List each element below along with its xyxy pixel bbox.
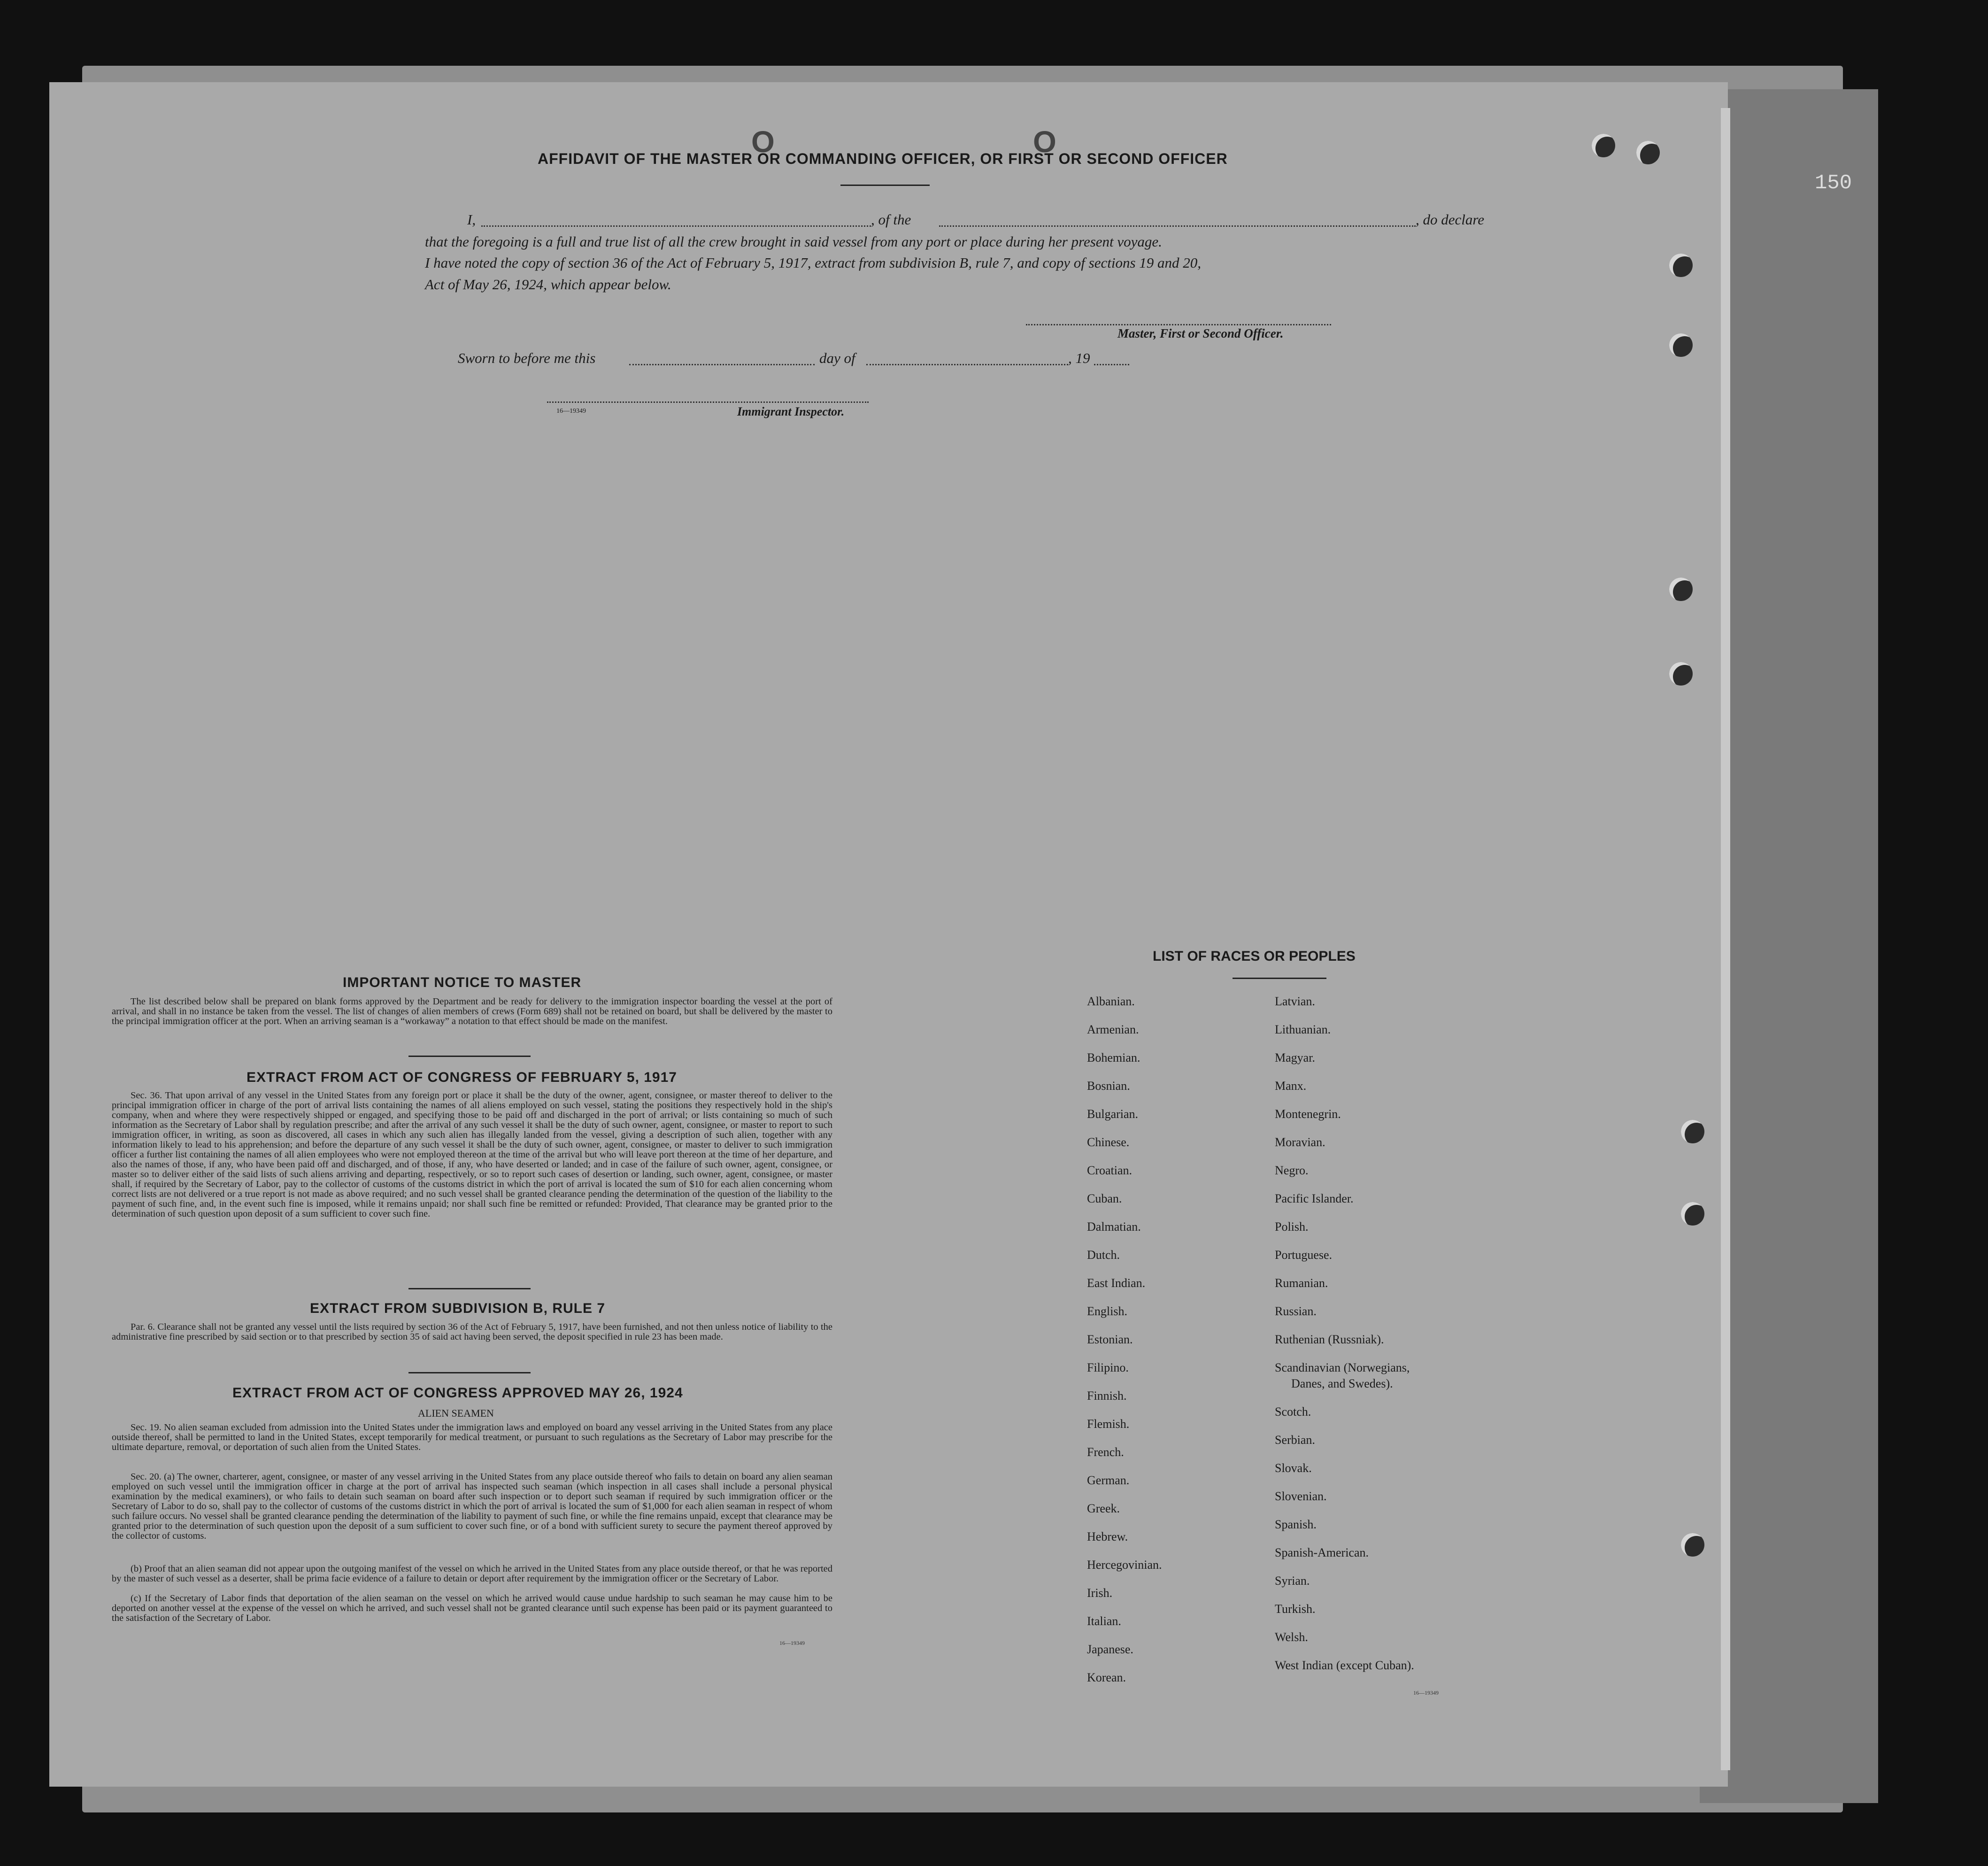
extract-1917-text: Sec. 36. That upon arrival of any vessel in the United States from any foreign port or place it shall be the duty of the owner, agent, consignee, or master thereof to deliver to the principal immigration officer in charge of the port of arrival lists containing the names of all aliens employed on such vessel, stating the positions they respectively hold in the ship's company, when and where they were respectively shipped or engaged, and specifying those to be paid off and discharged in the port of arrival; or lists containing so much of such information as the Secretary of Labor shall by regulation prescribe; and after the arrival of any such vessel it shall be the duty of such owner, agent, consignee, or master to report to such immigration officer, in writing, as soon as discovered, all cases in which any such alien has illegally landed from the vessel, giving a description of such alien, together with any information likely to lead to his apprehension; and before the departure of any such vessel it shall be the duty of such owner, agent, consignee, or master to deliver to such immigration officer a further list containing the names of all alien employees who were not employed thereon at the time of the arrival but who will leave port thereon at the time of her departure, and also the names of those, if any, who have been paid off and discharged, and of those, if any, who have deserted or landed; and in case of the failure of such owner, agent, consignee, or master so to deliver either of the said lists of such aliens arriving and departing, respectively, or so to report such cases of desertion or landing, such owner, agent, consignee, or master shall, if required by the Secretary of Labor, pay to the collector of customs of the customs district in which the port of arrival is located the sum of $10 for each alien concerning whom correct lists are not delivered or a true report is not made as above required; and no such vessel shall be granted clearance pending the determination of the question of the liability to the payment of such fine, and, in the event such fine is imposed, while it remains unpaid; nor shall such fine be remitted or refunded: Provided, That clearance may be granted prior to the determination of such question upon deposit of a sum sufficient to cover such fine. [112,1090,832,1219]
race-item: Filipino. [1087,1361,1129,1374]
binder-hole-icon [1592,134,1615,157]
race-item: Danes, and Swedes). [1291,1377,1393,1390]
year-label: , 19 [1068,350,1090,366]
race-item: Ruthenian (Russniak). [1275,1333,1384,1346]
race-item: Turkish. [1275,1602,1316,1616]
extract-form-number: 16—19349 [779,1640,805,1646]
affidavit-do-declare-label: , do declare [1416,211,1485,228]
race-item: Moravian. [1275,1135,1325,1149]
race-item: Portuguese. [1275,1248,1333,1262]
binder-hole-icon [1669,333,1693,357]
section-divider [408,1056,531,1057]
races-heading: LIST OF RACES OR PEOPLES [1153,948,1356,964]
extract-1924-sec20a: Sec. 20. (a) The owner, charterer, agent, consignee, or master of any vessel arriving in the United States from any place outside thereof who fails to detain on board any alien seaman employed on such vessel until the immigration officer in charge at the port of arrival has inspected such seaman (which inspection in all cases shall include a personal physical examination by the medical examiners), or who fails to detain such seaman on board after such inspection or to deport such seaman if required by such immigration officer or the Secretary of Labor to do so, shall pay to the collector of customs of the customs district in which the port of arrival is located the sum of $1,000 for each alien seaman in respect of whom such failure occurs. No vessel shall be granted clearance pending the determination of the liability to payment of such fine, or while the fine remains unpaid, except that clearance may be granted prior to the determination of such question upon the deposit of a sum sufficient to cover such fine, or of a bond with sufficient surety to secure the payment thereof approved by the collector of customs. [112,1472,832,1541]
races-form-number: 16—19349 [1413,1689,1439,1696]
race-item: Armenian. [1087,1023,1139,1036]
race-item: Montenegrin. [1275,1107,1341,1121]
notice-heading: IMPORTANT NOTICE TO MASTER [343,975,582,990]
vessel-name-field[interactable] [939,225,1416,227]
race-item: Albanian. [1087,995,1135,1008]
race-item: Lithuanian. [1275,1023,1331,1036]
master-signature-field[interactable] [1026,324,1331,325]
master-name-field[interactable] [481,225,871,227]
race-item: Cuban. [1087,1192,1122,1205]
punch-mark-icon: O [751,125,775,159]
extract-1917-heading: EXTRACT FROM ACT OF CONGRESS OF FEBRUARY 5, 1917 [247,1070,677,1085]
inspector-signature-field[interactable] [547,401,869,403]
race-item: Serbian. [1275,1433,1315,1447]
race-item: Estonian. [1087,1333,1133,1346]
heading-divider [840,185,930,186]
sworn-day-field[interactable] [629,364,815,365]
page-number: 150 [1815,171,1852,195]
affidavit-line-1: that the foregoing is a full and true list of all the crew brought in said vessel from any port or place during her present voyage. [425,233,1162,250]
inspector-caption: Immigrant Inspector. [737,405,845,418]
affidavit-of-the-label: , of the [871,211,911,228]
race-item: Irish. [1087,1586,1113,1600]
affidavit-line-3: Act of May 26, 1924, which appear below. [425,276,671,293]
race-item: Finnish. [1087,1389,1127,1403]
race-item: Pacific Islander. [1275,1192,1354,1205]
race-item: French. [1087,1445,1124,1459]
race-item: Croatian. [1087,1164,1133,1177]
race-item: Italian. [1087,1614,1121,1628]
race-item: Chinese. [1087,1135,1130,1149]
affidavit-form-number: 16—19349 [556,408,586,415]
race-item: Bohemian. [1087,1051,1140,1064]
race-item: Korean. [1087,1671,1126,1684]
binder-hole-icon [1681,1120,1704,1143]
extract-rule7-text: Par. 6. Clearance shall not be granted any vessel until the lists required by section 36 of the Act of February 5, 1917, have been furnished, and not then unless notice of liability to the administrative fine prescribed by said section or to that prescribed by section 35 of said act having been served, the deposit specified in rule 23 has been made. [112,1322,832,1342]
binder-hole-icon [1669,254,1693,277]
race-item: Russian. [1275,1304,1317,1318]
race-item: Greek. [1087,1502,1120,1515]
section-divider [408,1372,531,1373]
race-item: Hercegovinian. [1087,1558,1162,1572]
notice-text: The list described below shall be prepared on blank forms approved by the Department and be ready for delivery to the immigration inspector boarding the vessel at the port of arrival, and shall in no instance be taken from the vessel. The list of changes of alien members of crews (Form 689) shall not be retained on board, but shall be delivered by the master to the principal immigration officer at the port. When an arriving seaman is a “workaway” a notation to that effect should be made on the manifest. [112,996,832,1026]
section-divider [408,1288,531,1289]
race-item: Rumanian. [1275,1276,1328,1290]
sworn-label: Sworn to before me this [458,350,596,366]
race-item: Slovak. [1275,1461,1312,1475]
race-item: East Indian. [1087,1276,1146,1290]
race-item: Bulgarian. [1087,1107,1139,1121]
affidavit-heading: AFFIDAVIT OF THE MASTER OR COMMANDING OFFICER, OR FIRST OR SECOND OFFICER [538,150,1228,167]
extract-1924-sec20b: (b) Proof that an alien seaman did not appear upon the outgoing manifest of the vessel on which he arrived in the United States from any place outside thereof, or that he was reported by the master of such vessel as a deserter, shall be prima facie evidence of a failure to detain or deport after requirement by the immigration officer or the Secretary of Labor. [112,1564,832,1584]
extract-1924-sec20c: (c) If the Secretary of Labor finds that deportation of the alien seaman on the vessel on which he arrived would cause undue hardship to such seaman he may cause him to be deported on another vessel at the expense of the vessel on which he arrived, and such vessel shall not be granted clearance until such expense has been paid or its payment guaranteed to the satisfaction of the Secretary of Labor. [112,1593,832,1623]
alien-seamen-subheading: ALIEN SEAMEN [418,1407,494,1419]
sworn-month-field[interactable] [866,364,1068,365]
race-item: Dalmatian. [1087,1220,1141,1234]
page-edge [1721,108,1730,1770]
binder-hole-icon [1681,1202,1704,1226]
affidavit-i-label: I, [467,211,476,228]
sworn-year-field[interactable] [1094,364,1129,365]
race-item: Japanese. [1087,1642,1133,1656]
race-item: Dutch. [1087,1248,1120,1262]
race-item: English. [1087,1304,1127,1318]
extract-1924-sec19: Sec. 19. No alien seaman excluded from admission into the United States under the immigration laws and employed on board any vessel arriving in the United States from any place outside thereof, shall be permitted to land in the United States, except temporarily for medical treatment, or pursuant to such regulations as the Secretary of Labor may prescribe for the ultimate departure, removal, or deportation of such alien from the United States. [112,1422,832,1452]
extract-rule7-heading: EXTRACT FROM SUBDIVISION B, RULE 7 [310,1301,606,1316]
extract-1924-heading: EXTRACT FROM ACT OF CONGRESS APPROVED MAY 26, 1924 [232,1385,683,1401]
affidavit-line-2: I have noted the copy of section 36 of the Act of February 5, 1917, extract from subdivision B, rule 7, and copy of sections 19 and 20, [425,254,1202,271]
races-divider [1233,978,1326,979]
race-item: Magyar. [1275,1051,1315,1064]
race-item: Latvian. [1275,995,1315,1008]
race-item: Slovenian. [1275,1489,1327,1503]
race-item: West Indian (except Cuban). [1275,1658,1414,1672]
race-item: Spanish-American. [1275,1546,1369,1559]
race-item: Spanish. [1275,1518,1317,1531]
day-of-label: day of [819,350,855,366]
signature-caption: Master, First or Second Officer. [1117,326,1284,340]
race-item: Bosnian. [1087,1079,1130,1093]
binder-hole-icon [1669,578,1693,601]
binder-hole-icon [1681,1533,1704,1557]
binder-hole-icon [1636,141,1660,164]
race-item: Flemish. [1087,1417,1130,1431]
punch-mark-icon: O [1033,125,1056,159]
race-item: Polish. [1275,1220,1309,1234]
race-item: Scotch. [1275,1405,1311,1419]
race-item: Welsh. [1275,1630,1308,1644]
race-item: Syrian. [1275,1574,1310,1588]
race-item: Scandinavian (Norwegians, [1275,1361,1410,1374]
race-item: Hebrew. [1087,1530,1128,1543]
binder-hole-icon [1669,662,1693,686]
race-item: Negro. [1275,1164,1309,1177]
race-item: Manx. [1275,1079,1307,1093]
race-item: German. [1087,1473,1130,1487]
